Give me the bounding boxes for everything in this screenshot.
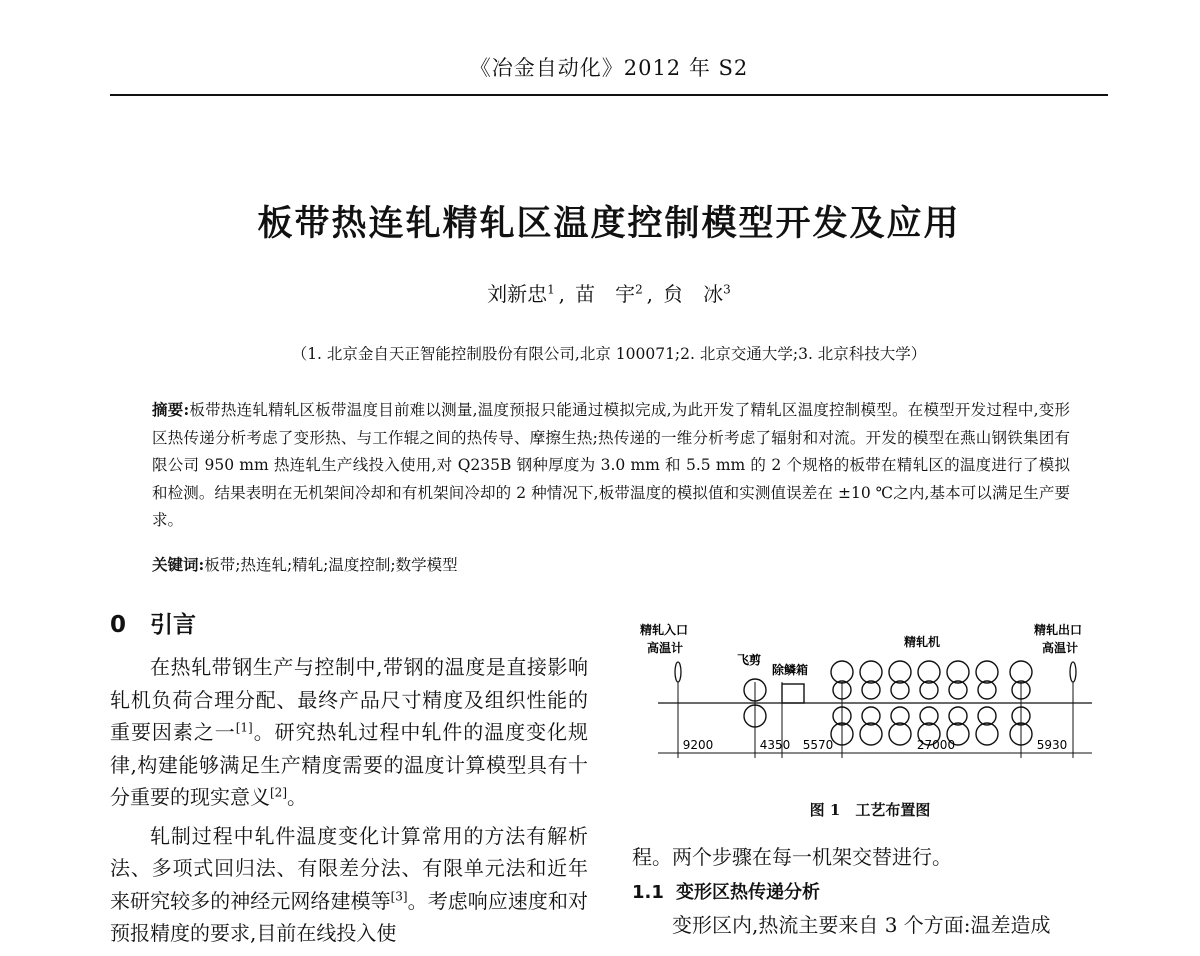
section-heading [110, 606, 588, 639]
dimension-label: 4350 [759, 738, 791, 752]
entry-pyrometer-label-1: 精轧入口 [640, 623, 689, 637]
exit-pyrometer-label-2: 高温计 [1042, 641, 1079, 655]
dimension-label: 5930 [1036, 738, 1068, 752]
mill-roll-icon [891, 707, 909, 725]
keywords-text: 板带;热连轧;精轧;温度控制;数学模型 [204, 556, 458, 574]
abstract [152, 396, 1070, 535]
text-run: 。研究热轧过程中轧件的温度变化规律,构建能够满足生产精度需要的温度计算模型具有十分重要的现实意义 [110, 720, 589, 809]
author-mark: 1 [547, 282, 555, 297]
author-name: 刘新忠 [487, 282, 548, 306]
mill-roll-icon [1010, 661, 1032, 683]
mill-roll-icon [860, 723, 882, 745]
right-column [632, 842, 1108, 940]
subsection-title: 变形区热传递分析 [676, 882, 820, 903]
mill-roll-icon [860, 661, 882, 683]
author-list: 刘新忠$^1$ , 苗 宇$^2$ , 贠 冰$^3$ [487, 282, 731, 306]
dimension-label: 27000 [916, 738, 956, 752]
mill-roll-icon [862, 707, 880, 725]
text-run: 。考虑响应速度和对预报精度的要求,目前在线投入使 [110, 888, 589, 945]
text-run: 轧制过程中轧件温度变化计算常用的方法有解析法、多项式回归法、有限差分法、有限单元法和近年来研究较多的神经元网络建模等 [110, 823, 588, 913]
author-mark: 3 [723, 282, 731, 297]
continued-text: 程。两个步骤在每一机架交替进行。 [632, 845, 952, 869]
abstract-text: 板带热连轧精轧区板带温度目前难以测量,温度预报只能通过模拟完成,为此开发了精轧区温度控制模型。在模型开发过程中,变形区热传递分析考虑了变形热、与工作辊之间的热传导、摩擦生热;热传递的一维分析考虑了辐射和对流。开发的模型在燕山钢铁集团有限公司 950 mm 热连轧生产线投入使用,对 Q235B 钢种厚度为 3.0 mm 和 5.5 mm 的 2 个规格的板带在精轧区的温度进行了模拟和检测。结果表明在无机架间冷却和有机架间冷却的 2 种情况下,板带温度的模拟值和实测值误差在 ±10 ℃之内,基本可以满足生产要求。 [152, 401, 1070, 529]
shear-label: 飞剪 [737, 653, 762, 667]
dimension-label: 5570 [802, 738, 834, 752]
descaler-label: 除鳞箱 [772, 663, 809, 677]
mill-roll-icon [947, 661, 969, 683]
dimension-label: 9200 [682, 738, 714, 752]
affiliation: （1. 北京金自天正智能控制股份有限公司,北京 100071;2. 北京交通大学;3. 北京科技大学） [291, 345, 927, 363]
entry-pyrometer-icon [675, 662, 681, 682]
author-name: 苗 宇 [575, 282, 636, 306]
text-run: 在热轧带钢生产与控制中,带钢的温度是直接影响轧机负荷合理分配、最终产品尺寸精度及组织性能的重要因素之一 [110, 655, 588, 744]
mill-roll-icon [920, 707, 938, 725]
mill-roll-icon [976, 661, 998, 683]
mill-roll-icon [889, 723, 911, 745]
author-mark: 2 [635, 282, 643, 297]
mill-label: 精轧机 [904, 635, 941, 649]
citation: [3] [390, 888, 408, 903]
mill-roll-icon [976, 723, 998, 745]
journal-header: 《冶金自动化》2012 年 S2 [469, 56, 749, 80]
mill-roll-icon [978, 681, 996, 699]
figure-caption: 图 1 工艺布置图 [809, 801, 931, 819]
intro-paragraph-2 [110, 820, 588, 950]
subsection-heading [632, 878, 1108, 904]
dimension-ticks [678, 682, 1073, 758]
section-title: 引言 [150, 612, 196, 638]
exit-pyrometer-icon [1070, 662, 1076, 682]
mill-roll-icon [918, 661, 940, 683]
mill-roll-icon [831, 661, 853, 683]
citation: [2] [270, 785, 287, 800]
abstract-label: 摘要: [152, 400, 190, 419]
keywords-label: 关键词: [152, 555, 205, 574]
keywords [152, 553, 1070, 575]
citation: [1] [235, 720, 253, 735]
section-number: 0 [110, 612, 127, 638]
header-rule [110, 94, 1108, 96]
mill-roll-icon [889, 661, 911, 683]
intro-paragraph-1 [110, 651, 588, 814]
mill-roll-icon [891, 681, 909, 699]
mill-roll-icon [978, 707, 996, 725]
text-run: 。 [287, 785, 307, 809]
mill-roll-icon [949, 707, 967, 725]
mill-roll-icon [862, 681, 880, 699]
paper-title: 板带热连轧精轧区温度控制模型开发及应用 [257, 204, 961, 244]
left-column [110, 606, 588, 956]
subsection-number: 1.1 [632, 882, 664, 903]
mill-roll-icon [920, 681, 938, 699]
descaler-box-icon [782, 684, 804, 703]
subsection-paragraph: 变形区内,热流主要来自 3 个方面:温差造成 [672, 913, 1051, 937]
entry-pyrometer-label-2: 高温计 [647, 641, 684, 655]
layout-diagram [632, 612, 1108, 797]
exit-pyrometer-label-1: 精轧出口 [1034, 623, 1083, 637]
mill-roll-icon [949, 681, 967, 699]
author-name: 贠 冰 [663, 282, 724, 306]
